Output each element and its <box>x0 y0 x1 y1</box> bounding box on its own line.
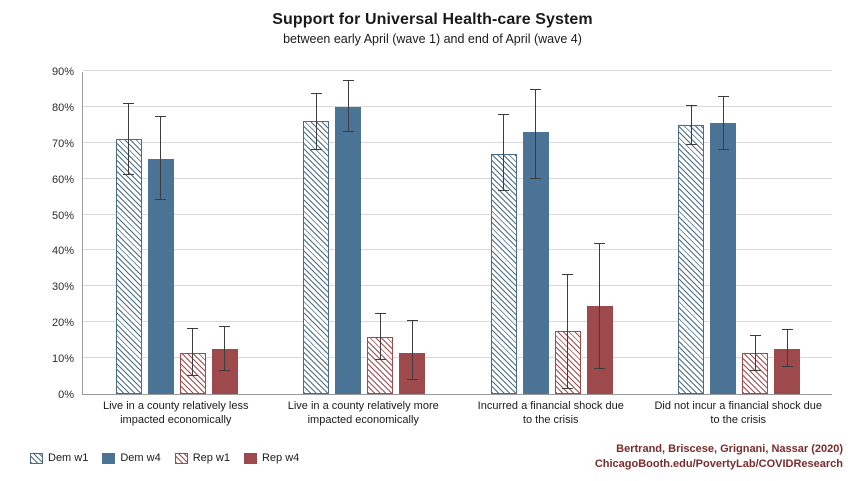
error-bar <box>212 326 238 371</box>
error-bar <box>678 105 704 144</box>
title-block <box>0 10 865 48</box>
legend-item[interactable] <box>175 452 230 464</box>
x-axis-category-label-line: impacted economically <box>120 414 232 426</box>
bar[interactable] <box>303 121 329 394</box>
bar-group <box>271 72 459 394</box>
y-axis-tick-label: 10% <box>51 353 74 366</box>
error-bar <box>491 114 517 191</box>
x-axis-category-label-line: Did not incur a financial shock due <box>654 400 823 412</box>
legend-label: Dem w1 <box>48 452 89 464</box>
error-bar <box>180 328 206 376</box>
x-axis-category-label-line: Live in a county relatively less <box>102 400 249 412</box>
chart-subtitle: between early April (wave 1) and end of April (wave 4) <box>283 32 582 46</box>
y-axis-tick-label: 90% <box>51 66 74 78</box>
x-axis-category-label <box>270 399 458 427</box>
bar-group <box>83 72 271 394</box>
bar-group <box>646 72 834 394</box>
legend-label: Dem w4 <box>120 452 161 464</box>
error-bar <box>367 313 393 360</box>
y-axis-tick-label: 60% <box>51 173 74 186</box>
legend-swatch <box>175 453 188 464</box>
legend-swatch <box>30 453 43 464</box>
y-axis-tick-label: 70% <box>51 137 74 150</box>
error-bar <box>774 329 800 367</box>
error-bar <box>148 116 174 200</box>
legend-swatch <box>244 453 257 464</box>
source-note <box>595 442 843 472</box>
source-line-1: Bertrand, Briscese, Grignani, Nassar (2020) <box>616 443 843 455</box>
error-bar <box>555 274 581 389</box>
error-bar <box>742 335 768 371</box>
bar[interactable] <box>710 123 736 394</box>
bar-group <box>458 72 646 394</box>
legend-label: Rep w1 <box>192 452 230 464</box>
legend-swatch <box>102 453 115 464</box>
x-axis-category-label <box>645 399 833 427</box>
source-line-2: ChicagoBooth.edu/PovertyLab/COVIDResearch <box>594 458 843 470</box>
error-bar <box>710 96 736 150</box>
y-axis-tick-label: 80% <box>51 101 74 114</box>
x-axis-category-label-line: Live in a county relatively more <box>287 400 439 412</box>
error-bar <box>335 80 361 132</box>
legend-item[interactable] <box>102 452 160 464</box>
x-axis-category-label <box>82 399 270 427</box>
x-axis-category-label <box>457 399 645 427</box>
gridline <box>83 70 832 71</box>
x-axis-category-label-line: to the crisis <box>710 414 767 426</box>
chart-title: Support for Universal Health-care System <box>272 11 593 28</box>
legend <box>30 452 299 464</box>
y-axis-tick-label: 40% <box>51 245 74 258</box>
legend-label: Rep w4 <box>261 452 300 464</box>
bar[interactable] <box>678 125 704 394</box>
x-axis-category-labels <box>82 399 832 439</box>
plot-area <box>82 72 832 395</box>
bar[interactable] <box>335 107 361 394</box>
error-bar <box>116 103 142 175</box>
bar[interactable] <box>116 139 142 394</box>
x-axis-category-label-line: impacted economically <box>307 414 419 426</box>
legend-item[interactable] <box>244 452 299 464</box>
error-bar <box>303 93 329 150</box>
y-axis-tick-label: 30% <box>51 281 74 294</box>
error-bar <box>399 320 425 379</box>
x-axis-category-label-line: to the crisis <box>522 414 579 426</box>
x-axis-category-label-line: Incurred a financial shock due <box>477 400 624 412</box>
legend-item[interactable] <box>30 452 88 464</box>
error-bar <box>523 89 549 179</box>
y-axis-tick-label: 50% <box>51 209 74 222</box>
error-bar <box>587 243 613 369</box>
y-axis-tick-label: 0% <box>58 389 74 401</box>
y-axis-tick-label: 20% <box>51 317 74 330</box>
